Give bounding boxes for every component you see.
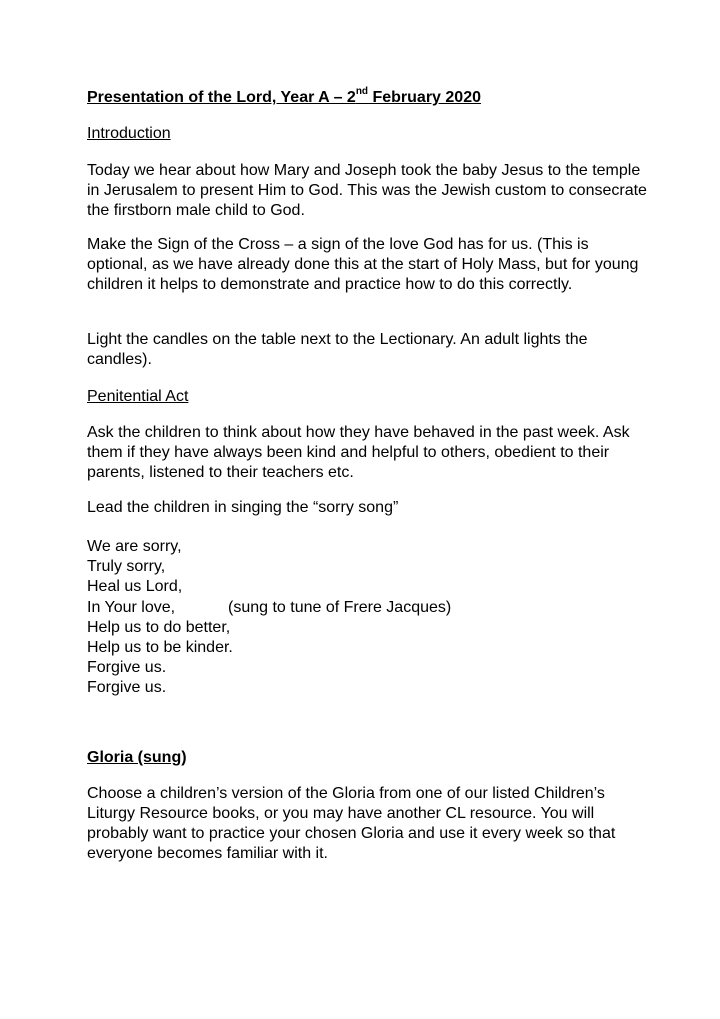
gloria-heading: Gloria (sung) bbox=[87, 749, 187, 766]
tune-note: (sung to tune of Frere Jacques) bbox=[228, 598, 452, 616]
document-title bbox=[87, 85, 481, 108]
song-line: Truly sorry, bbox=[87, 558, 166, 576]
gloria-paragraph: Choose a children’s version of the Gloria from one of our listed Children’s Liturgy Resource books, or you may have another CL resource. You will probably want to practice your chosen Gloria and use it every week so that everyone becomes familiar with it. bbox=[87, 785, 616, 862]
title-ordinal-suffix: nd bbox=[355, 85, 369, 97]
penitential-paragraph-1: Ask the children to think about how they have behaved in the past week. Ask them if they have always been kind and helpful to others, obedient to their parents, listened to their teachers etc. bbox=[87, 424, 630, 481]
song-line-text: In Your love, bbox=[87, 598, 176, 616]
song-line: Forgive us. bbox=[87, 679, 167, 697]
song-line: Forgive us. bbox=[87, 659, 167, 677]
title-date: February 2020 bbox=[368, 89, 481, 106]
song-line: Help us to be kinder. bbox=[87, 639, 233, 657]
song-line: We are sorry, bbox=[87, 538, 182, 555]
title-main: Presentation of the Lord, Year A – 2 bbox=[87, 89, 356, 106]
song-line bbox=[87, 598, 452, 618]
penitential-paragraph-2: Lead the children in singing the “sorry song” bbox=[87, 499, 399, 516]
introduction-paragraph-3: Light the candles on the table next to the Lectionary. An adult lights the candles). bbox=[87, 331, 588, 368]
introduction-heading: Introduction bbox=[87, 125, 171, 142]
song-line: Heal us Lord, bbox=[87, 578, 183, 596]
introduction-paragraph-1: Today we hear about how Mary and Joseph took the baby Jesus to the temple in Jerusalem to present Him to God. This was the Jewish custom to consecrate the firstborn male child to God. bbox=[87, 162, 647, 219]
introduction-paragraph-2: Make the Sign of the Cross – a sign of the love God has for us. (This is optional, as we have already done this at the start of Holy Mass, but for young children it helps to demonstrate and practice how to do this correctly. bbox=[87, 236, 639, 293]
sorry-song-lyrics bbox=[87, 537, 452, 699]
penitential-act-heading: Penitential Act bbox=[87, 388, 189, 405]
song-line: Help us to do better, bbox=[87, 618, 231, 636]
